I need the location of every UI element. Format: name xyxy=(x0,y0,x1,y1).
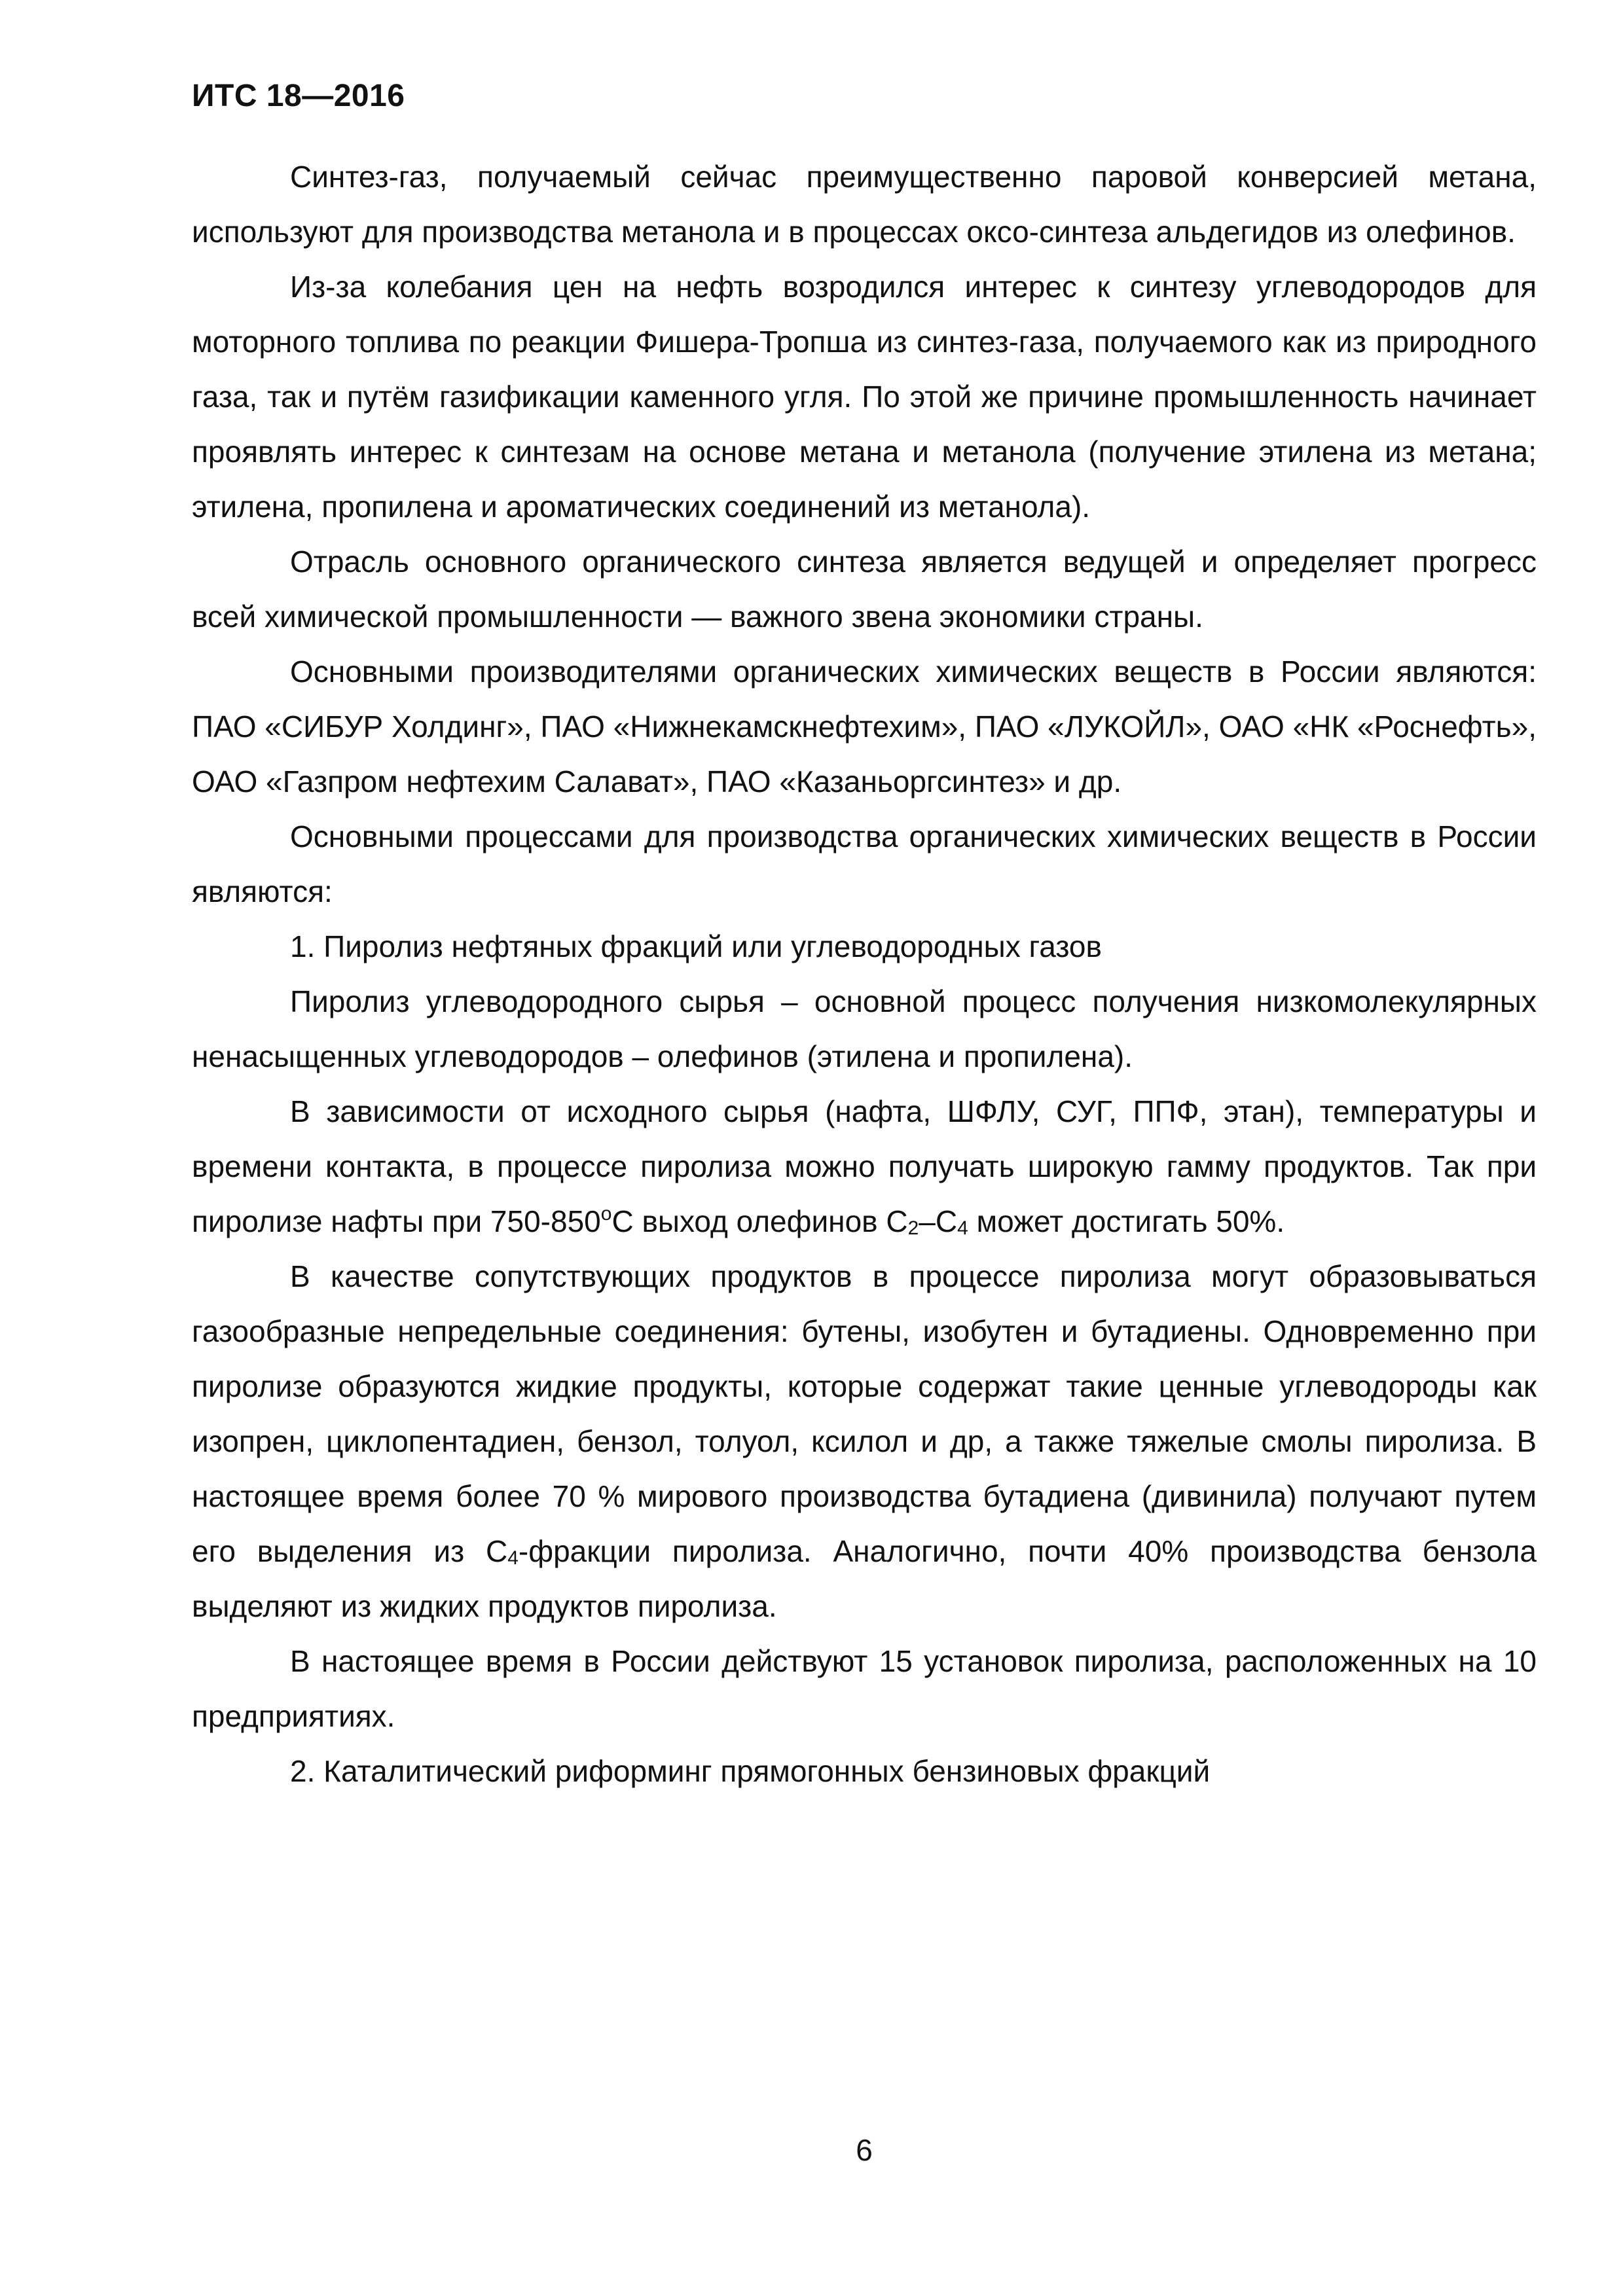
degree-sign: о xyxy=(600,1203,612,1225)
paragraph-installations: В настоящее время в России действуют 15 установок пиролиза, расположенных на 10 предприятиях. xyxy=(192,1644,1537,1733)
paragraph-fischer-tropsch: Из-за колебания цен на нефть возродился интерес к синтезу углеводородов для моторного топлива по реакции Фишера-Тропша из синтез-газа, получаемого как из природного газа, так и путём газификации каменного угля. По этой же причине промышленность начинает проявлять интерес к синтезам на основе метана и метанола (получение этилена из метана; этилена, пропилена и ароматических соединений из метанола). xyxy=(192,270,1537,524)
feedstock-text: В зависимости от исходного сырья (нафта, ШФЛУ, СУГ, ППФ, этан), температуры и времени контакта, в процессе пиролиза можно получать широкую гамму продуктов. xyxy=(192,1094,1537,1183)
pyrolysis-yield-prefix: Так при пиролизе нафты при 750-850 xyxy=(192,1149,1537,1238)
c4-subscript: 4 xyxy=(507,1547,519,1569)
paragraph-synthesis-gas: Синтез-газ, получаемый сейчас преимущественно паровой конверсией метана, используют для производства метанола и в процессах оксо-синтеза альдегидов из олефинов. xyxy=(192,160,1537,249)
page-number: 6 xyxy=(856,2133,873,2167)
carbon-subscript-2: 2 xyxy=(907,1217,919,1239)
paragraph-pyrolysis-feedstock xyxy=(192,1084,1537,1249)
document-body xyxy=(192,149,1537,1799)
paragraph-pyrolysis-definition: Пиролиз углеводородного сырья – основной процесс получения низкомолекулярных ненасыщенных углеводородов – олефинов (этилена и пропилена). xyxy=(192,984,1537,1073)
document-header: ИТС 18—2016 xyxy=(192,79,405,113)
c4-letter: С xyxy=(486,1534,508,1568)
list-item-pyrolysis: 1. Пиролиз нефтяных фракций или углеводородных газов xyxy=(290,929,1102,963)
pyrolysis-yield-suffix: может достигать 50%. xyxy=(968,1204,1285,1238)
carbon-subscript-4: 4 xyxy=(957,1217,968,1239)
paragraph-main-processes: Основными процессами для производства органических химических веществ в России являются: xyxy=(192,819,1537,908)
paragraph-producers: Основными производителями органических химических веществ в России являются: ПАО «СИБУР Холдинг», ПАО «Нижнекамскнефтехим», ПАО «ЛУКОЙЛ», ОАО «НК «Роснефть», ОАО «Газпром нефтехим Салават», ПАО «Казаньоргсинтез» и др. xyxy=(192,655,1537,798)
c4-fraction-text: -фракции пиролиза. Аналогично, почти 40% производства бензола выделяют из жидких продуктов пиролиза. xyxy=(192,1534,1537,1623)
pyrolysis-yield-unit: С выход олефинов С xyxy=(611,1204,908,1238)
pyrolysis-yield-dash: –С xyxy=(919,1204,958,1238)
paragraph-industry-role: Отрасль основного органического синтеза является ведущей и определяет прогресс всей химической промышленности — важного звена экономики страны. xyxy=(192,545,1537,634)
byproducts-text: В качестве сопутствующих продуктов в процессе пиролиза могут образовываться газообразные непредельные соединения: бутены, изобутен и бутадиены. Одновременно при пиролизе образуются жидкие продукты, которые содержат такие ценные углеводороды как изопрен, циклопентадиен, бензол, толуол, ксилол и др, а также тяжелые смолы пиролиза. В настоящее время более 70 % мирового производства бутадиена (дивинила) получают путем его выделения из xyxy=(192,1259,1537,1568)
list-item-catalytic-reforming: 2. Каталитический риформинг прямогонных бензиновых фракций xyxy=(290,1754,1211,1788)
paragraph-byproducts xyxy=(192,1249,1537,1634)
